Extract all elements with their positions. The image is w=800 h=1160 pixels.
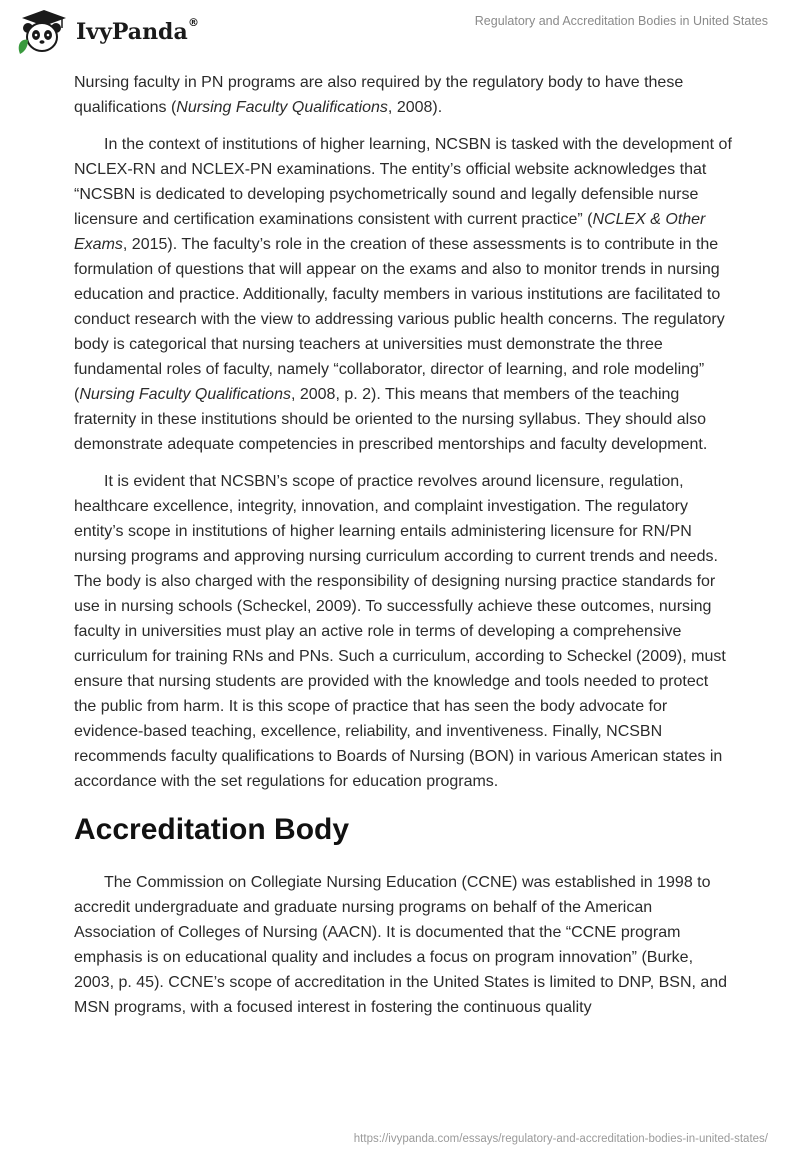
document-title: Regulatory and Accreditation Bodies in United States: [474, 14, 768, 28]
section-heading: Accreditation Body: [74, 813, 350, 846]
citation-italic: NCLEX & Other Exams: [74, 211, 706, 253]
panda-graduate-icon: [14, 8, 70, 56]
paragraph-2: [74, 132, 734, 457]
paragraph-4: The Commission on Collegiate Nursing Education (CCNE) was established in 1998 to accredit undergraduate and graduate nursing programs on behalf of the American Association of Colleges of Nursing (AACN). It is documented that the “CCNE program emphasis is on educational quality and includes a focus on program innovation” (Burke, 2003, p. 45). CCNE’s scope of accreditation in the United States is limited to DNP, BSN, and MSN programs, with a focused interest in fostering the continuous quality: [74, 874, 728, 1016]
text-span: , 2008).: [387, 99, 443, 116]
text-span: In the context of institutions of higher learning, NCSBN is tasked with the development of NCLEX-RN and NCLEX-PN examinations. The entity’s official website acknowledges that “NCSBN is dedicated to developing psychometrically sound and legally defensible nurse licensure and certification examinations consistent with current practice” (: [74, 136, 732, 228]
essay-content: [74, 70, 734, 1032]
citation-italic: Nursing Faculty Qualifications: [176, 99, 388, 116]
citation-italic: Nursing Faculty Qualifications: [79, 386, 291, 403]
text-span: Nursing faculty in PN programs are also required by the regulatory body to have these qualifications (: [74, 74, 684, 116]
text-span: , 2008, p. 2). This means that members of the teaching fraternity in these institutions should be oriented to the nursing syllabus. They should also demonstrate adequate competencies in prescribed mentorships and faculty development.: [74, 386, 708, 453]
page-header: [0, 0, 800, 64]
ivypanda-logo[interactable]: [14, 8, 199, 56]
paragraph-1: [74, 70, 734, 120]
source-url[interactable]: https://ivypanda.com/essays/regulatory-and-accreditation-bodies-in-united-states/: [353, 1133, 768, 1145]
brand-name: IvyPanda: [76, 19, 188, 45]
registered-mark: ®: [188, 16, 199, 29]
paragraph-3: It is evident that NCSBN’s scope of practice revolves around licensure, regulation, healthcare excellence, integrity, innovation, and complaint investigation. The regulatory entity’s scope in institutions of higher learning entails administering licensure for RN/PN nursing programs and approving nursing curriculum according to current trends and needs. The body is also charged with the responsibility of designing nursing practice standards for use in nursing schools (Scheckel, 2009). To successfully achieve these outcomes, nursing faculty in universities must play an active role in terms of developing a comprehensive curriculum for training RNs and PNs. Such a curriculum, according to Scheckel (2009), must ensure that nursing students are provided with the knowledge and tools needed to protect the public from harm. It is this scope of practice that has seen the body advocate for evidence-based teaching, excellence, reliability, and inventiveness. Finally, NCSBN recommends faculty qualifications to Boards of Nursing (BON) in various American states in accordance with the set regulations for education programs.: [74, 473, 726, 790]
text-span: , 2015). The faculty’s role in the creation of these assessments is to contribute in the formulation of questions that will appear on the exams and also to monitor trends in nursing education and practice. Additionally, faculty members in various institutions are facilitated to conduct research with the view to addressing various public health concerns. The regulatory body is categorical that nursing teachers at universities must demonstrate the three fundamental roles of faculty, namely “collaborator, director of learning, and role modeling” (: [74, 236, 725, 403]
